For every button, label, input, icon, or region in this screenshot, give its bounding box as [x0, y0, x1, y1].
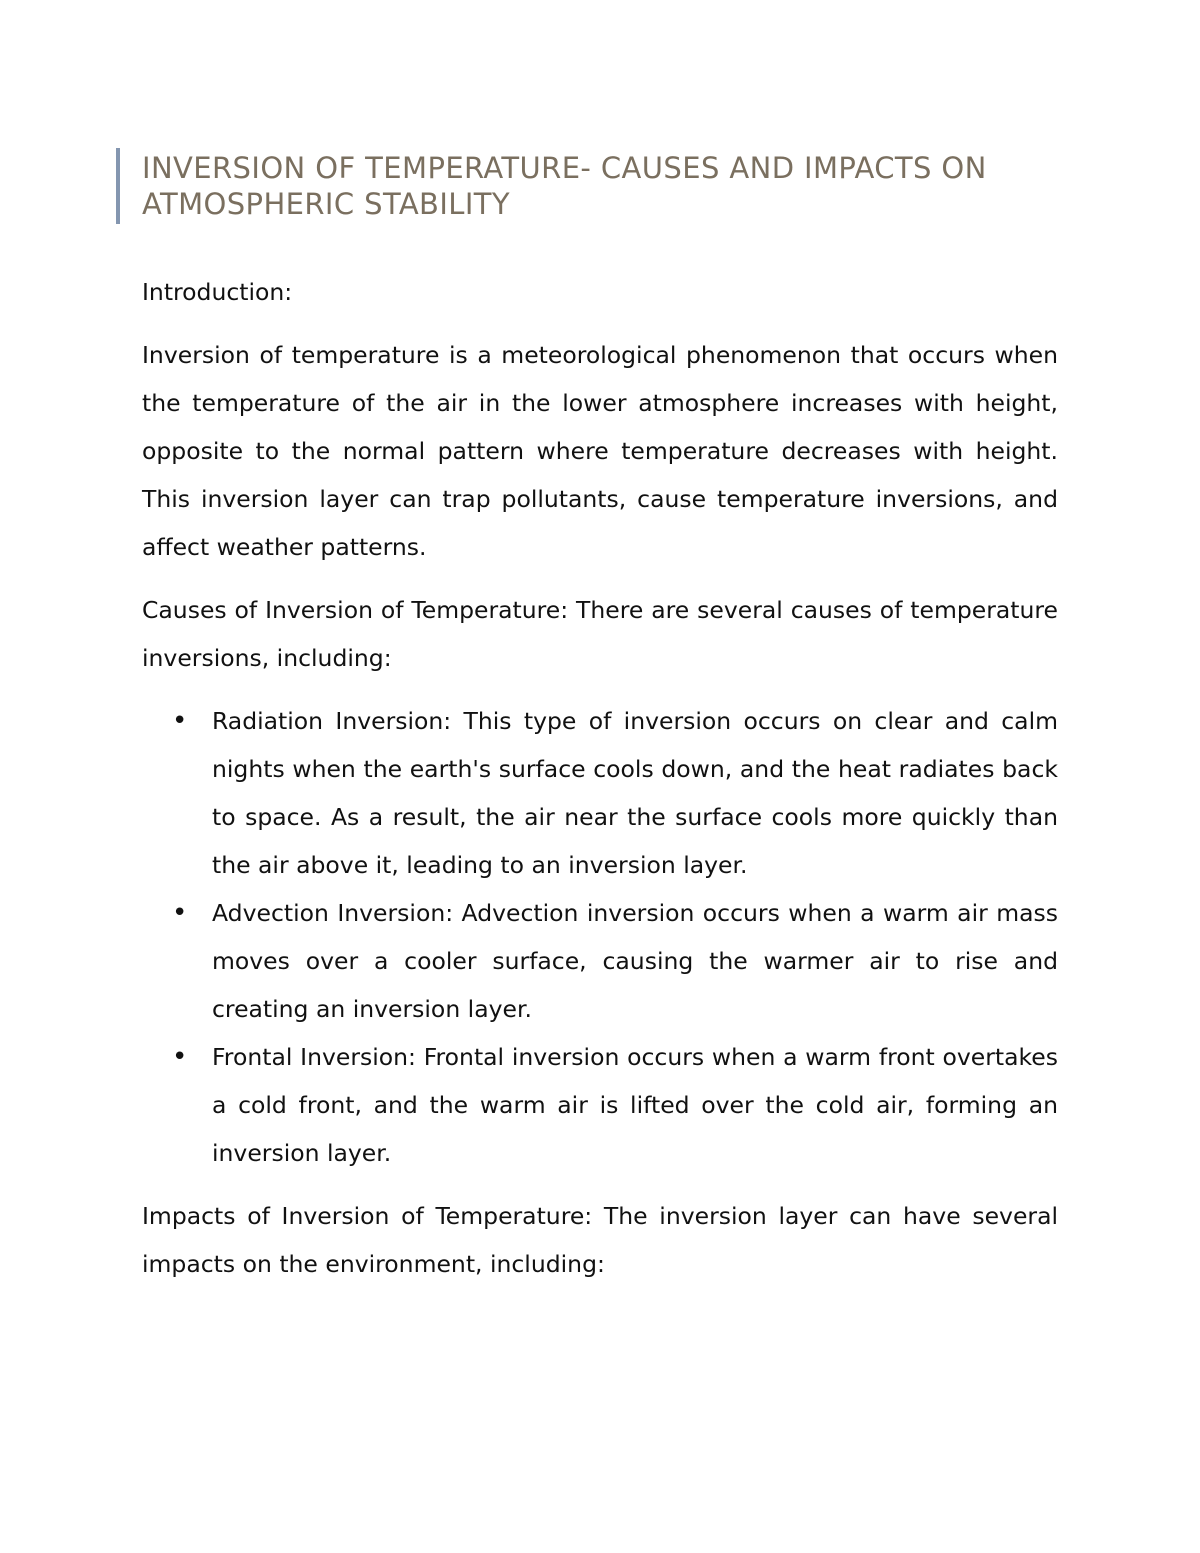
document-title: INVERSION OF TEMPERATURE- CAUSES AND IMPACTS ON ATMOSPHERIC STABILITY — [142, 151, 987, 221]
list-item-text: Frontal Inversion: Frontal inversion occurs when a warm front overtakes a cold front, and the warm air is lifted over the cold air, forming an inversion layer. — [212, 1043, 1058, 1167]
list-item — [142, 889, 1058, 1033]
bullet-icon: • — [172, 898, 188, 928]
introduction-paragraph: Inversion of temperature is a meteorological phenomenon that occurs when the temperature of the air in the lower atmosphere increases with height, opposite to the normal pattern where temperature decreases with height. This inversion layer can trap pollutants, cause temperature inversions, and affect weather patterns. — [142, 341, 1058, 561]
list-item — [142, 697, 1058, 889]
document-body — [142, 268, 1058, 1303]
causes-list — [142, 697, 1058, 1177]
bullet-icon: • — [172, 706, 188, 736]
list-item-text: Advection Inversion: Advection inversion occurs when a warm air mass moves over a cooler surface, causing the warmer air to rise and creating an inversion layer. — [212, 899, 1058, 1023]
impacts-paragraph: Impacts of Inversion of Temperature: The inversion layer can have several impacts on the environment, including: — [142, 1202, 1058, 1278]
bullet-icon: • — [172, 1042, 188, 1072]
list-item-text: Radiation Inversion: This type of inversion occurs on clear and calm nights when the earth's surface cools down, and the heat radiates back to space. As a result, the air near the surface cools more quickly than the air above it, leading to an inversion layer. — [212, 707, 1058, 879]
list-item — [142, 1033, 1058, 1177]
introduction-heading: Introduction: — [142, 278, 293, 306]
causes-paragraph: Causes of Inversion of Temperature: There are several causes of temperature inversions, including: — [142, 596, 1058, 672]
title-block — [116, 148, 1102, 224]
